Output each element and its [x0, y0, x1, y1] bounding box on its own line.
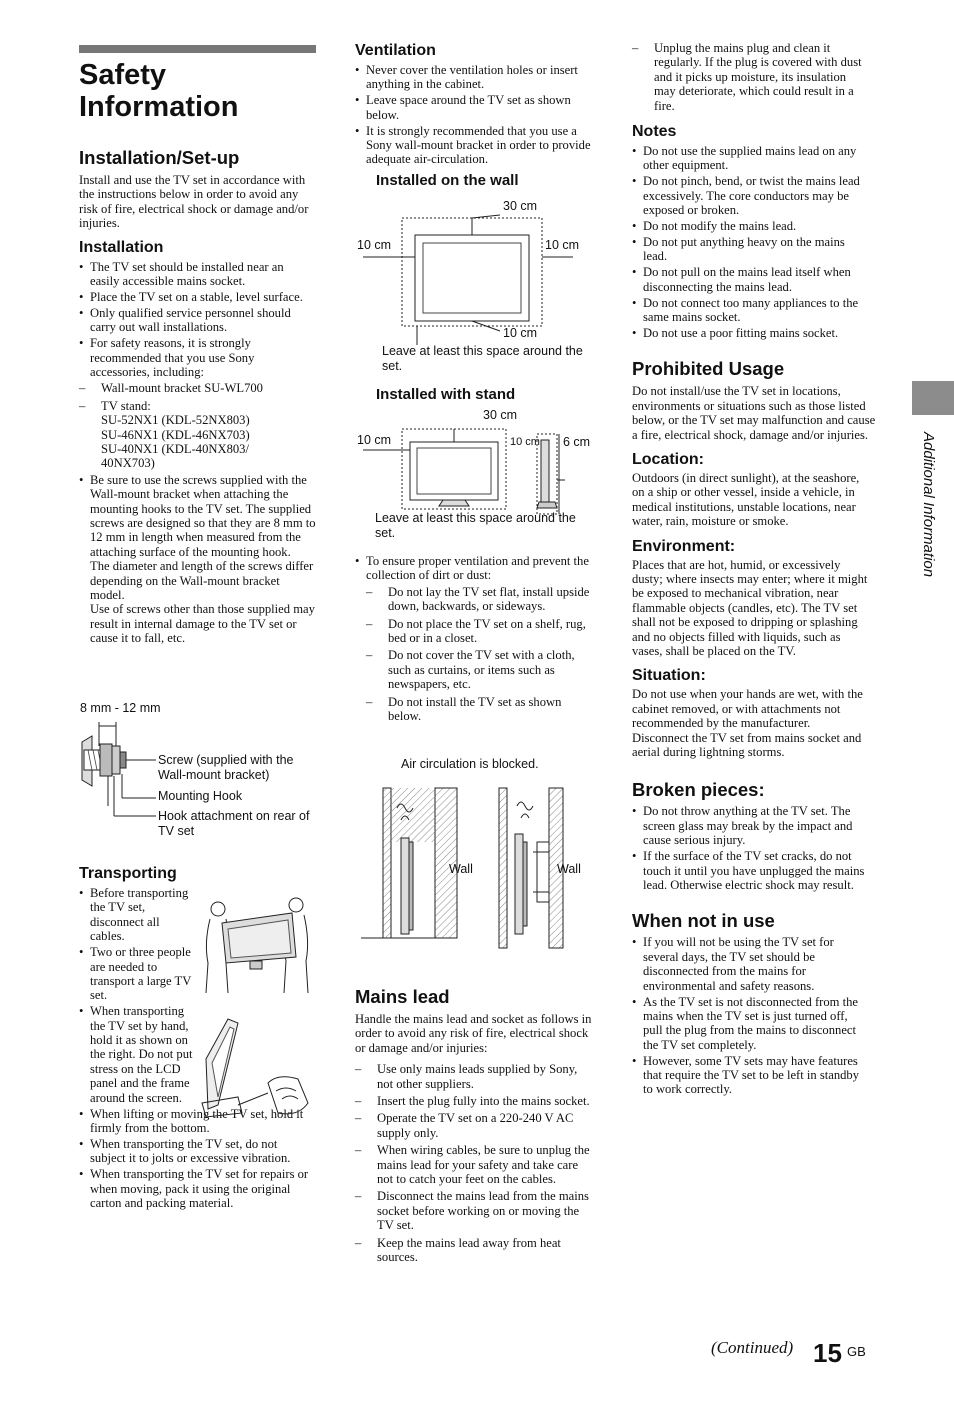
- screw-label: Screw (supplied with the Wall-mount bracket): [158, 753, 294, 782]
- wall-clearance-diagram: [355, 195, 595, 345]
- list-item: • Never cover the ventilation holes or insert anything in the cabinet.: [355, 63, 595, 92]
- stand-left-label: 10 cm: [357, 433, 392, 447]
- list-item: • Do not use the supplied mains lead on any other equipment.: [632, 144, 870, 173]
- list-item: – Do not place the TV set on a shelf, rug, bed or in a closet.: [366, 617, 595, 646]
- mains-lead-section: [355, 986, 595, 1268]
- stand-back-label: 6 cm: [563, 435, 591, 449]
- screw-illustration: [78, 716, 158, 820]
- list-item: • As the TV set is not disconnected from the mains when the TV set is just turned off, pull the plug from the mains to disconnect the TV set completely.: [632, 995, 870, 1053]
- mains-lead-heading: Mains lead: [355, 986, 450, 1007]
- dust-list: [355, 554, 595, 723]
- wall-caption: Leave at least this space around the set.: [382, 344, 583, 373]
- not-in-use-heading: When not in use: [632, 910, 775, 932]
- list-item: • When transporting the TV set by hand, hold it as shown on the right. Do not put stress on the LCD panel and the frame around the screen.: [79, 1004, 195, 1105]
- ventilation-list: [355, 63, 595, 167]
- list-item: • Before transporting the TV set, disconnect all cables.: [79, 886, 195, 944]
- location-heading: Location:: [632, 450, 704, 468]
- broken-heading: Broken pieces:: [632, 779, 765, 801]
- environment-text: Places that are hot, humid, or excessively dusty; where insects may enter; where it might be exposed to mechanical vibration, near flammable objects (candles, etc). The TV set shall not be exposed to dripping or splashing and no objects filled with liquids, such as vases, shall be placed on the TV.: [632, 557, 868, 658]
- list-item: • When transporting the TV set, do not subject it to jolts or excessive vibration.: [79, 1137, 316, 1166]
- list-item: [79, 399, 316, 471]
- broken-list: [632, 804, 870, 892]
- list-item: [355, 554, 595, 723]
- list-item: • However, some TV sets may have features that require the TV set to be left in standby to work correctly.: [632, 1054, 870, 1097]
- situation-text: Do not use when your hands are wet, with the cabinet removed, or with attachments not recommended by the manufacturer. Disconnect the TV set from mains socket and aerial during lightning storms.: [632, 687, 863, 760]
- accessories-intro: For safety reasons, it is strongly recommended that you use Sony accessories, including:: [90, 336, 255, 379]
- right-column: [632, 41, 876, 1098]
- dust-intro: To ensure proper ventilation and prevent the collection of dirt or dust:: [366, 554, 589, 583]
- list-item: – Do not lay the TV set flat, install upside down, backwards, or sideways.: [366, 585, 595, 614]
- list-item: – Disconnect the mains lead from the mains socket before working on or moving the TV set.: [355, 1189, 595, 1232]
- screws-text: Use of screws other than those supplied may result in internal damage to the TV set or cause it to fall, etc.: [90, 602, 315, 646]
- mains-lead-intro: Handle the mains lead and socket as follows in order to avoid any risk of fire, electrical shock or damage and/or injuries:: [355, 1012, 592, 1055]
- list-item: • The TV set should be installed near an easily accessible mains socket.: [79, 260, 316, 289]
- stand-label: – TV stand:: [101, 398, 151, 413]
- list-item: – When wiring cables, be sure to unplug the mains lead for your safety and take care not to catch your feet on the cables.: [355, 1143, 595, 1186]
- list-item: • It is strongly recommended that you use a Sony wall-mount bracket in order to provide adequate air-circulation.: [355, 124, 595, 167]
- situation-heading: Situation:: [632, 667, 706, 685]
- wall-label-1: Wall: [449, 862, 473, 876]
- list-item: – Do not install the TV set as shown below.: [366, 695, 595, 724]
- installation-intro: Install and use the TV set in accordance with the instructions below in order to avoid any risk of fire, electrical shock or damage and/or injuries.: [79, 173, 309, 231]
- dust-section: [355, 554, 595, 726]
- list-item: • If the surface of the TV set cracks, do not touch it until you have unplugged the mains lead. Otherwise electric shock may result.: [632, 849, 870, 892]
- wall-left-label: 10 cm: [357, 238, 392, 252]
- stand-heading: Installed with stand: [376, 386, 516, 403]
- list-item: • Do not throw anything at the TV set. The screen glass may break by the impact and cause serious injury.: [632, 804, 870, 847]
- list-item: • Only qualified service personnel should carry out wall installations.: [79, 306, 316, 335]
- ventilation-section: [355, 41, 595, 168]
- stand-model: SU-52NX1 (KDL-52NX803): [101, 413, 250, 428]
- stand-caption: Leave at least this space around the set.: [375, 511, 576, 540]
- list-item: – Insert the plug fully into the mains socket.: [355, 1094, 595, 1108]
- side-tab-marker: [912, 381, 954, 415]
- stand-top-label: 30 cm: [483, 408, 518, 422]
- environment-heading: Environment:: [632, 537, 736, 555]
- blocked-caption: Air circulation is blocked.: [401, 757, 539, 771]
- list-item: – Unplug the mains plug and clean it regularly. If the plug is covered with dust and it picks up moisture, its insulation may deteriorate, which could result in a fire.: [632, 41, 870, 113]
- title-rule: [79, 45, 316, 53]
- list-item: • Do not modify the mains lead.: [632, 219, 870, 233]
- list-item: • Two or three people are needed to transport a large TV set.: [79, 945, 195, 1003]
- left-column: [79, 147, 316, 647]
- list-item: • Place the TV set on a stable, level surface.: [79, 290, 316, 304]
- installation-setup-heading: Installation/Set-up: [79, 147, 240, 168]
- list-item: [79, 336, 316, 471]
- screws-text: The diameter and length of the screws differ depending on the Wall-mount bracket model.: [90, 559, 314, 603]
- page-number: 15: [813, 1338, 842, 1368]
- wall-bottom-label: 10 cm: [503, 326, 538, 340]
- stand-model: SU-40NX1 (KDL-40NX803/: [101, 442, 249, 456]
- page-title: Safety Information: [79, 59, 239, 123]
- installation-heading: Installation: [79, 238, 164, 256]
- list-item: – Use only mains leads supplied by Sony, not other suppliers.: [355, 1062, 595, 1091]
- hook-label: Mounting Hook: [158, 789, 243, 803]
- wall-right-label: 10 cm: [545, 238, 580, 252]
- wall-label-2: Wall: [557, 862, 581, 876]
- stand-model: SU-46NX1 (KDL-46NX703): [101, 427, 250, 442]
- list-item: • Do not pull on the mains lead itself when disconnecting the mains lead.: [632, 265, 870, 294]
- stand-model: 40NX703): [101, 456, 155, 471]
- screws-text: • Be sure to use the screws supplied with the Wall-mount bracket when attaching the mounting hooks to the TV set. The supplied screws are designed so that they are 8 mm to 12 mm in length when measured from the attaching surface of the mounting hook.: [90, 472, 316, 559]
- notes-heading: Notes: [632, 123, 677, 141]
- list-item: – Wall-mount bracket SU-WL700: [79, 381, 316, 395]
- hold-tv-illustration: [198, 1013, 318, 1123]
- installation-list: [79, 260, 316, 646]
- list-item: • Do not pinch, bend, or twist the mains lead excessively. The core conductors may be exposed or broken.: [632, 174, 870, 217]
- accessory-list: [79, 381, 316, 470]
- list-item: • If you will not be using the TV set for several days, the TV set should be disconnected from the mains for environmental and safety reasons.: [632, 935, 870, 993]
- list-item: – Do not cover the TV set with a cloth, such as curtains, or items such as newspapers, etc.: [366, 648, 595, 691]
- list-item: • Do not use a poor fitting mains socket.: [632, 326, 870, 340]
- side-tab-label: Additional Information: [920, 432, 937, 578]
- list-item: • Do not put anything heavy on the mains lead.: [632, 235, 870, 264]
- attachment-label: Hook attachment on rear of TV set: [158, 809, 310, 838]
- list-item: [79, 473, 316, 646]
- list-item: • Leave space around the TV set as shown below.: [355, 93, 595, 122]
- prohibited-intro: Do not install/use the TV set in locations, environments or situations such as those listed below, or the TV set may malfunction and cause a fire, electrical shock, damage and/or injuries.: [632, 384, 876, 442]
- stand-right-label: 10 cm: [510, 436, 540, 448]
- location-text: Outdoors (in direct sunlight), at the seashore, on a ship or other vessel, inside a vehicle, in medical institutions, unstable locations, near water, rain, moisture or smoke.: [632, 470, 860, 529]
- list-item: – Keep the mains lead away from heat sources.: [355, 1236, 595, 1265]
- wall-top-label: 30 cm: [503, 199, 538, 213]
- two-people-carrying-tv-illustration: [198, 893, 318, 998]
- mains-lead-list-continued: [632, 41, 870, 113]
- notes-list: [632, 144, 870, 340]
- screw-dimension-label: 8 mm - 12 mm: [80, 701, 161, 715]
- prohibited-heading: Prohibited Usage: [632, 358, 785, 380]
- region-code: GB: [847, 1344, 866, 1359]
- transporting-heading: Transporting: [79, 865, 177, 882]
- continued-label: (Continued): [711, 1338, 794, 1357]
- list-item: – Operate the TV set on a 220-240 V AC supply only.: [355, 1111, 595, 1140]
- wall-heading: Installed on the wall: [376, 172, 519, 189]
- dust-sublist: [366, 585, 595, 724]
- list-item: • When transporting the TV set for repairs or when moving, pack it using the original carton and packing material.: [79, 1167, 316, 1210]
- ventilation-heading: Ventilation: [355, 42, 436, 59]
- list-item: • When lifting or moving the TV set, hold it firmly from the bottom.: [79, 1107, 316, 1136]
- not-in-use-list: [632, 935, 870, 1096]
- list-item: • Do not connect too many appliances to the same mains socket.: [632, 296, 870, 325]
- mains-lead-list: [355, 1062, 595, 1264]
